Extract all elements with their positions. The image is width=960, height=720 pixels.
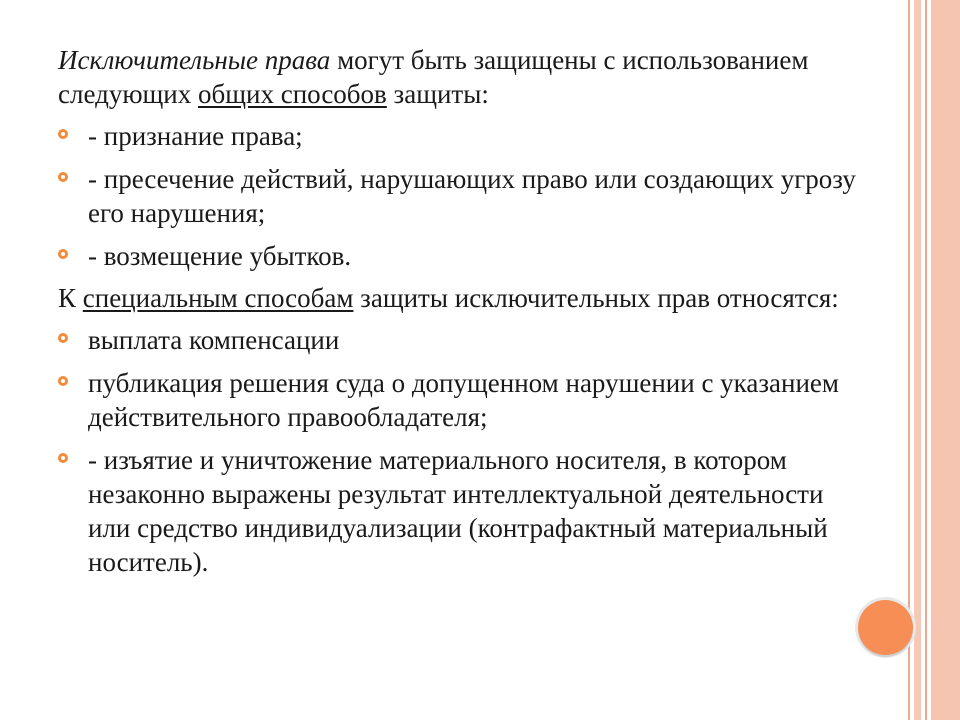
slide-content (58, 43, 858, 588)
list-item-text: - признание права; (88, 121, 303, 151)
special-underlined: специальным способам (82, 283, 354, 313)
decorative-circle (858, 600, 913, 655)
special-text-2: защиты исключительных прав относятся: (353, 283, 839, 313)
list-item-general-2 (58, 162, 858, 230)
stripe-wide (931, 0, 960, 720)
stripe-mid (914, 0, 921, 720)
special-paragraph (58, 281, 858, 315)
bullet-icon (58, 453, 68, 463)
intro-italic: Исключительные права (58, 45, 331, 75)
list-item-text: публикация решения суда о допущенном нарушении с указанием действительного правообладателя; (88, 368, 839, 432)
list-item-text: - пресечение действий, нарушающих право или создающих угрозу его нарушения; (88, 164, 856, 228)
list-item-text: - изъятие и уничтожение материального носителя, в котором незаконно выражены результат интеллектуальной деятельности или средство индивидуализации (контрафактный материальный носитель). (88, 445, 828, 577)
bullet-icon (58, 129, 68, 139)
list-item-special-3 (58, 443, 858, 579)
intro-underlined: общих способов (197, 79, 387, 109)
decorative-stripes (908, 0, 960, 720)
intro-paragraph (58, 43, 858, 111)
list-item-general-3 (58, 239, 858, 273)
list-item-special-1 (58, 323, 858, 357)
bullet-icon (58, 249, 68, 259)
intro-text-2: защиты: (386, 79, 489, 109)
list-item-special-2 (58, 366, 858, 434)
bullet-icon (58, 333, 68, 343)
list-item-text: - возмещение убытков. (88, 241, 352, 271)
bullet-icon (58, 376, 68, 386)
list-item-text: выплата компенсации (88, 325, 340, 355)
stripe-thin-2 (925, 0, 927, 720)
bullet-icon (58, 172, 68, 182)
list-item-general-1 (58, 119, 858, 153)
intro-text-1: могут быть защищены с использованием следующих (58, 45, 809, 109)
special-text-1: К (58, 283, 83, 313)
